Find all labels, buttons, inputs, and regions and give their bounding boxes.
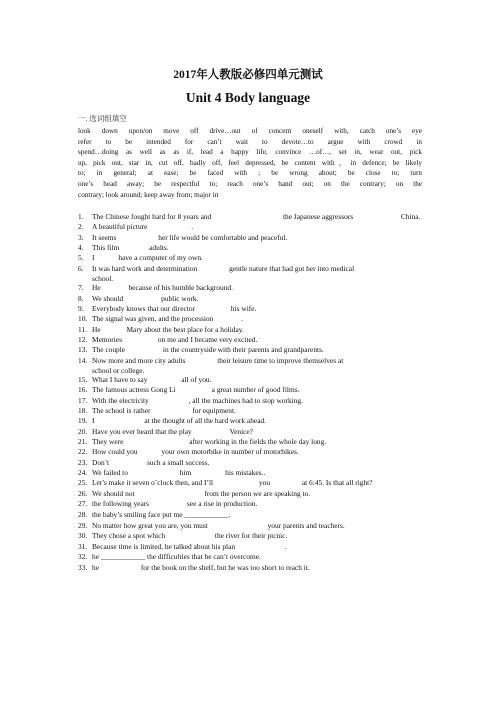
question-number: 21.: [78, 437, 88, 446]
question-text: We failed to: [92, 468, 130, 477]
question-text: .: [191, 222, 194, 231]
question-number: 19.: [78, 416, 88, 425]
question-item: [78, 325, 422, 335]
question-text: such a small success.: [146, 458, 210, 467]
question-item: [78, 478, 422, 488]
question-text: all of you.: [181, 375, 212, 384]
question-text: see a rise in production.: [186, 499, 258, 508]
question-text: Venice?: [229, 427, 253, 436]
question-item: [78, 437, 422, 447]
question-text: his wife.: [230, 304, 257, 313]
question-number: 22.: [78, 447, 88, 456]
question-item: [78, 222, 422, 232]
question-text: after working in the fields the whole day long.: [189, 437, 327, 446]
question-text: No matter how great you are, you must: [92, 521, 210, 530]
question-number: 33.: [78, 563, 88, 572]
question-text: Everybody knows that our director: [92, 304, 197, 313]
question-text: for the book on the shelf, but he was too short to reach it.: [140, 563, 310, 572]
question-continuation: school.: [92, 274, 114, 284]
question-item: [78, 521, 422, 531]
question-number: 31.: [78, 542, 88, 551]
question-text: He: [92, 325, 103, 334]
question-text: This film: [92, 243, 122, 252]
question-item: [78, 304, 422, 314]
question-item: [78, 385, 422, 395]
question-text: The couple: [92, 345, 127, 354]
question-item: [78, 314, 422, 324]
word-bank-line: one’s head away; be respectful to; reach one’s hand out; on the contrary; on the: [78, 179, 422, 188]
question-number: 6.: [78, 264, 84, 273]
question-number: 32.: [78, 552, 88, 561]
question-text: adults.: [149, 243, 169, 252]
question-text: Now more and more city adults: [92, 356, 188, 365]
question-text: I: [92, 253, 97, 262]
question-number: 7.: [78, 283, 84, 292]
question-continuation: school or college.: [92, 366, 145, 376]
question-number: 15.: [78, 375, 88, 384]
question-number: 8.: [78, 294, 84, 303]
question-text: .: [241, 314, 244, 323]
question-number: 5.: [78, 253, 84, 262]
question-number: 28.: [78, 510, 88, 519]
question-text: , all the machines had to stop working.: [188, 396, 303, 405]
question-number: 1.: [78, 212, 84, 221]
question-text: He: [92, 283, 103, 292]
question-text: I: [92, 416, 97, 425]
question-item: [78, 345, 422, 355]
question-text: he: [92, 552, 101, 561]
question-text: him: [179, 468, 194, 477]
question-text: A beautiful picture: [92, 222, 150, 231]
question-number: 2.: [78, 222, 84, 231]
question-item: [78, 264, 422, 284]
question-item: [78, 335, 422, 345]
question-text: from the person we are speaking to.: [204, 489, 311, 498]
question-number: 4.: [78, 243, 84, 252]
question-text: at the thought of all the hard work ahead.: [144, 416, 267, 425]
question-number: 18.: [78, 406, 88, 415]
question-number: 3.: [78, 233, 84, 242]
question-item: [78, 468, 422, 478]
question-item: [78, 552, 422, 562]
question-text: They were: [92, 437, 126, 446]
answer-underline[interactable]: ____________.: [184, 510, 231, 519]
question-text: the difficulties that he can’t overcome.: [145, 552, 261, 561]
question-text: The school is rather: [92, 406, 153, 415]
question-number: 30.: [78, 531, 88, 540]
word-bank: [78, 126, 422, 200]
question-text: public work.: [161, 294, 199, 303]
question-text: your parents and teachers.: [267, 521, 345, 530]
question-text: the following years: [92, 499, 151, 508]
question-item: [78, 458, 422, 468]
question-number: 27.: [78, 499, 88, 508]
question-item: [78, 563, 422, 573]
question-item: [78, 447, 422, 457]
question-text: Don’t: [92, 458, 111, 467]
question-item: [78, 233, 422, 243]
question-text: The famous actress Gong Li: [92, 385, 178, 394]
document-title: 2017年人教版必修四单元测试: [173, 69, 323, 81]
question-text: because of his humble background.: [128, 283, 233, 292]
question-text: their leisure time: [217, 356, 270, 365]
question-text: It seems: [92, 233, 119, 242]
question-text: The signal was given, and the procession: [92, 314, 216, 323]
question-number: 13.: [78, 345, 88, 354]
question-number: 24.: [78, 468, 88, 477]
question-text: We should not: [92, 489, 137, 498]
question-number: 10.: [78, 314, 88, 323]
question-item: [78, 406, 422, 416]
question-item: [78, 489, 422, 499]
question-text: her life would be comfortable and peaceful.: [158, 233, 288, 242]
question-number: 16.: [78, 385, 88, 394]
question-number: 9.: [78, 304, 84, 313]
answer-underline[interactable]: ____________: [100, 552, 146, 561]
question-item: [78, 294, 422, 304]
word-bank-line: up, pick out, star in, cut off, badly off, feel depressed, be content with，in defence; be likely: [78, 158, 422, 167]
word-bank-line: refer to be intended for can’t wait to devote…to argue with crowd in: [78, 137, 422, 146]
section-heading: 一. 选词组填空: [78, 114, 127, 123]
question-text: With the electricity: [92, 396, 151, 405]
question-text: at 6:45. Is that all right?: [301, 478, 373, 487]
word-bank-line: contrary; look around; keep away from; major in: [78, 190, 219, 199]
question-number: 11.: [78, 325, 87, 334]
question-item: [78, 212, 422, 222]
question-number: 14.: [78, 356, 88, 365]
question-text: his mistakes..: [225, 468, 266, 477]
question-text: Memories: [92, 335, 124, 344]
question-item: [78, 396, 422, 406]
question-text: the Japanese aggressors: [281, 212, 355, 221]
question-text: It was hard work and determination: [92, 264, 200, 273]
unit-title: Unit 4 Body language: [185, 90, 311, 105]
question-text: in the countryside with their parents and grandparents.: [162, 345, 324, 354]
question-text: China.: [398, 212, 421, 221]
question-text: to improve themselves at: [269, 356, 344, 365]
question-text: he: [92, 563, 101, 572]
question-text: gentle nature that had got her into medical: [229, 264, 355, 273]
question-text: Let’s make it seven o’clock then, and I’ll: [92, 478, 215, 487]
question-text: Have you ever heard that the play: [92, 427, 194, 436]
question-text: the river for their picnic.: [214, 531, 288, 540]
question-number: 25.: [78, 478, 88, 487]
word-bank-line: spend…doing as well as as if, lead a happy life, convince …of…, set in, wear out, pick: [78, 148, 422, 157]
question-item: [78, 253, 422, 263]
question-text: Mary about the best place for a holiday.: [126, 325, 244, 334]
question-text: on me and I became very excited.: [157, 335, 258, 344]
question-item: [78, 243, 422, 253]
question-text: How could you: [92, 447, 140, 456]
question-text: have a computer of my own.: [118, 253, 203, 262]
question-text: you: [258, 478, 272, 487]
question-text: .: [284, 542, 287, 551]
question-item: [78, 283, 422, 293]
question-text: the baby’s smiling face put me: [92, 510, 185, 519]
question-item: [78, 427, 422, 437]
question-text: Because time is limited, he talked about his plan: [92, 542, 237, 551]
question-item: [78, 510, 422, 520]
question-text: They chose a spot which: [92, 531, 167, 540]
question-number: 26.: [78, 489, 88, 498]
word-bank-line: to; in general; at ease; be faced with ; be wrong about; be close to; turn: [78, 169, 422, 178]
question-text: The Chinese fought hard for 8 years and: [92, 212, 214, 221]
question-item: [78, 356, 422, 376]
question-text: What I have to say: [92, 375, 150, 384]
question-item: [78, 542, 422, 552]
question-number: 20.: [78, 427, 88, 436]
question-text: your own motorbike in number of motorbikes.: [161, 447, 299, 456]
question-number: 17.: [78, 396, 88, 405]
question-number: 29.: [78, 521, 88, 530]
question-text: a great number of good films.: [211, 385, 300, 394]
question-item: [78, 375, 422, 385]
word-bank-line: look down upon/on move off drive…out of concern oneself with, catch one’s eye: [78, 127, 422, 135]
question-text: We should: [92, 294, 126, 303]
question-item: [78, 531, 422, 541]
question-number: 23.: [78, 458, 88, 467]
question-item: [78, 416, 422, 426]
question-number: 12.: [78, 335, 88, 344]
question-item: [78, 499, 422, 509]
question-text: for equipment.: [192, 406, 236, 415]
